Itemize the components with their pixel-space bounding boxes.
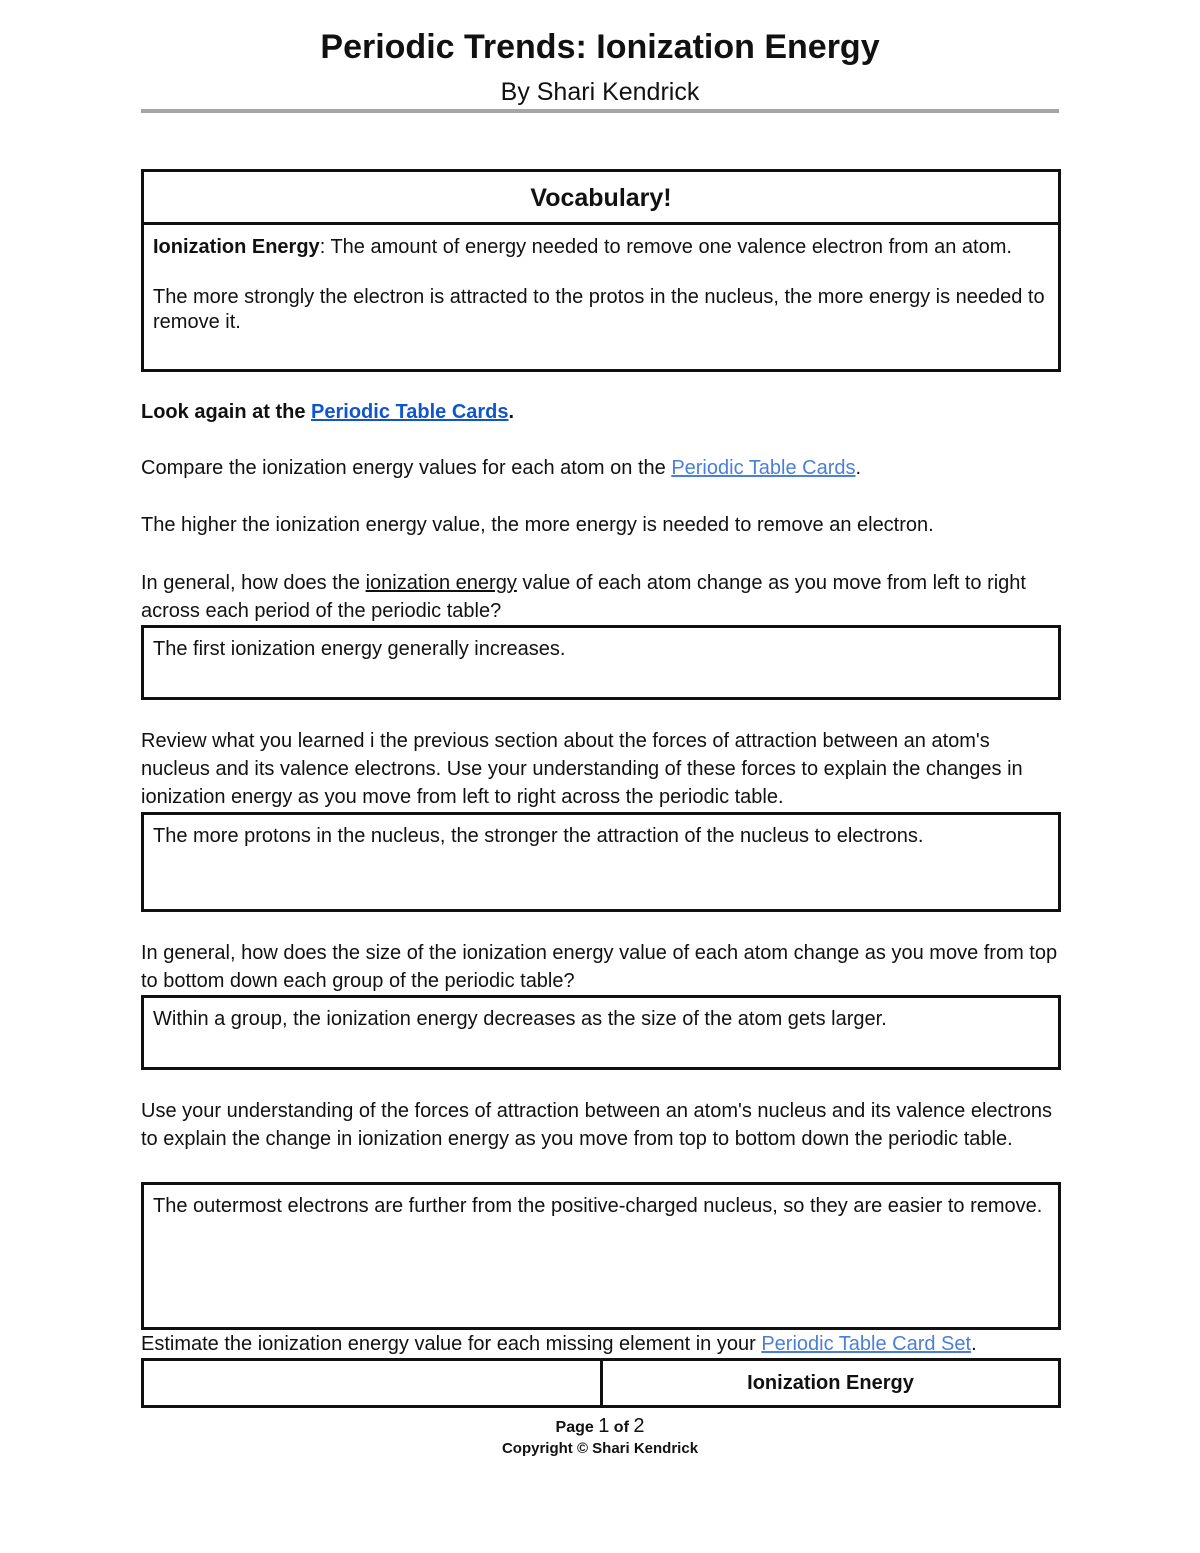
page-label: Page [555, 1419, 599, 1436]
table-header-element [144, 1361, 603, 1405]
higher-energy-text: The higher the ionization energy value, the more energy is needed to remove an electron. [141, 514, 934, 536]
question-1 [141, 569, 1061, 625]
estimate-prefix: Estimate the ionization energy value for each missing element in your [141, 1333, 762, 1355]
answer-1-box[interactable]: The first ionization energy generally increases. [141, 625, 1061, 700]
compare-line [141, 454, 1061, 482]
look-again-line [141, 398, 1061, 426]
answer-3-box[interactable]: Within a group, the ionization energy decreases as the size of the atom gets larger. [141, 995, 1061, 1070]
table-header-ionization-energy: Ionization Energy [747, 1372, 914, 1394]
page-title: Periodic Trends: Ionization Energy [320, 28, 880, 66]
header-divider [141, 109, 1059, 113]
ionization-table [141, 1358, 1061, 1408]
question-1-suffix: value of each atom change as you move from left to right across each period of the periodic table? [141, 572, 1026, 622]
answer-4-box[interactable]: The outermost electrons are further from the positive-charged nucleus, so they are easier to remove. [141, 1182, 1061, 1330]
page-number [0, 1414, 1200, 1440]
copyright: Copyright © Shari Kendrick [501, 1440, 699, 1457]
question-3: In general, how does the size of the ionization energy value of each atom change as you move from top to bottom down each group of the periodic table? [141, 942, 1058, 992]
question-4: Use your understanding of the forces of attraction between an atom's nucleus and its valence electrons to explain the change in ionization energy as you move from top to bottom down the periodic table. [141, 1100, 1053, 1150]
estimate-line [141, 1330, 1061, 1358]
vocabulary-note: The more strongly the electron is attracted to the protos in the nucleus, the more energy is needed to remove it. [153, 286, 1045, 333]
question-1-underlined: ionization energy [365, 572, 517, 594]
periodic-table-cards-link[interactable]: Periodic Table Cards [311, 401, 509, 423]
vocabulary-definition-text: : The amount of energy needed to remove one valence electron from an atom. [319, 236, 1012, 258]
vocabulary-definition [144, 225, 1058, 345]
answer-2-box[interactable]: The more protons in the nucleus, the stronger the attraction of the nucleus to electrons. [141, 812, 1061, 912]
vocabulary-term: Ionization Energy [153, 236, 320, 258]
page-current: 1 [598, 1415, 610, 1437]
page-total: 2 [633, 1415, 645, 1437]
estimate-suffix: . [971, 1333, 977, 1355]
author-line: By Shari Kendrick [500, 78, 700, 106]
page-of-label: of [609, 1419, 634, 1436]
question-1-prefix: In general, how does the [141, 572, 366, 594]
look-again-prefix: Look again at the [141, 401, 312, 423]
vocabulary-heading: Vocabulary! [144, 172, 1058, 225]
compare-prefix: Compare the ionization energy values for each atom on the [141, 457, 672, 479]
compare-suffix: . [855, 457, 862, 479]
question-2: Review what you learned i the previous section about the forces of attraction between an atom's nucleus and its valence electrons. Use your understanding of these forces to explain the changes in ionization energy as you move from left to right across the periodic table. [141, 730, 1023, 808]
periodic-table-cards-link-2[interactable]: Periodic Table Cards [671, 457, 856, 479]
look-again-suffix: . [508, 401, 515, 423]
periodic-table-card-set-link[interactable]: Periodic Table Card Set [761, 1333, 972, 1355]
vocabulary-box [141, 169, 1061, 372]
